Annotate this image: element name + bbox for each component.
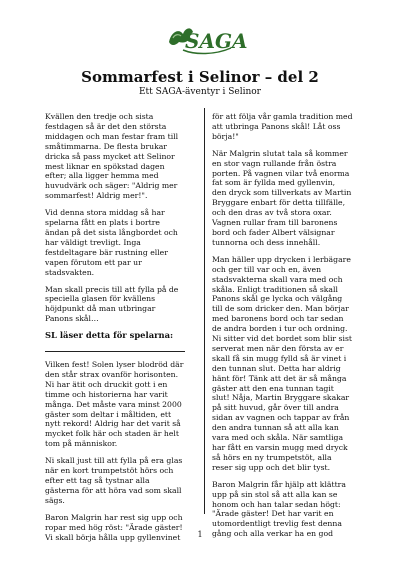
- paragraph: Man skall precis till att fylla på de speciella glasen för kvällens höjdpunkt då man utbringar Panons skål…: [45, 284, 179, 324]
- paragraph: Vid denna stora middag så har spelarna fått en plats i bortre ändan på det sista långbordet och har väldigt trevligt. Inga festdeltagare bär rustning eller vapen förutom ett par ur stadsvakten.: [45, 208, 178, 277]
- paragraph: Vilken fest! Solen lyser blodröd där den står strax ovanför horisonten. Ni har ätit och druckit gott i en timme och historierna har varit många. Det måste vara minst 2000 gäster som deltar i måltiden, ett nytt rekord! Aldrig har det varit så mycket folk här och staden är helt tom på människor.: [45, 360, 184, 449]
- section-heading: SL läser detta för spelarna:: [45, 330, 174, 341]
- paragraph: Man häller upp drycken i lerbägare och ger till var och en, även stadsvakterna skall vara med och skåla. Enligt traditionen så skall Panons skål ge lycka och välgång till de som dricker den. Man börjar med baronens bord och tar sedan de andra borden i tur och ordning. Ni sitter vid det bordet som blir sist serverat men när den första av er skall få sin mugg fylld så är vinet i den tunnan slut. Detta har aldrig hänt för! Tänk att det är så många gäster att den ena tunnan tagit slut! Nåja, Martin Bryggare skakar på sitt huvud, går över till andra sidan av vagnen och tappar av från den andra tunnan så att alla kan vara med och skåla. När samtliga har fått en varsin mugg med dryck så hörs en ny trumpetstöt, alla reser sig upp och det blir tyst.: [212, 254, 352, 472]
- paragraph: Baron Malgrin får hjälp att klättra upp på sin stol så att alla kan se honom och han talar sedan högt: "Ärade gäster! Det har varit en utomordentligt trevlig fest denna gång och alla verkar ha en god: [212, 479, 346, 539]
- paragraph: Ni skall just till att fylla på era glas när en kort trumpetstöt hörs och efter ett tag så tystnar alla gästerna för att höra vad som skall sägs.: [45, 456, 183, 505]
- paragraph: När Malgrin slutat tala så kommer en stor vagn rullande från östra porten. På vagnen vilar två enorma fat som är fyllda med gyllenvin, den dryck som tillverkats av Martin Bryggare enbart för detta tillfälle, och den dras av två stora oxar. Vagnen rullar fram till baronens bord och fader Albert välsignar tunnorna och dess innehåll.: [212, 148, 352, 247]
- document-subtitle: Ett SAGA-äventyr i Selinor: [138, 87, 261, 97]
- column-divider: [204, 108, 205, 514]
- paragraph: Kvällen den tredje och sista festdagen så är det den största middagen och man festar fram till småtimmarna. De flesta brukar dricka så pass mycket att Selinor mest liknar en spökstad dagen efter; alla ligger hemma med huvudvärk och säger: "Aldrig mer sommarfest! Aldrig mer!".: [45, 112, 179, 201]
- horizontal-rule: [45, 351, 185, 352]
- logo-text: SAGA: [185, 29, 248, 53]
- saga-logo: [165, 22, 248, 56]
- right-column: [212, 112, 362, 546]
- page-number: 1: [197, 530, 203, 539]
- document-title: Sommarfest i Selinor – del 2: [81, 68, 319, 86]
- paragraph: för att följa vår gamla tradition med att utbringa Panons skål! Låt oss börja!": [212, 112, 353, 141]
- paragraph: Baron Malgrin har rest sig upp och ropar med hög röst: "Ärade gäster! Vi skall börja hålla upp gyllenvinet: [45, 512, 183, 542]
- left-column: [45, 112, 193, 549]
